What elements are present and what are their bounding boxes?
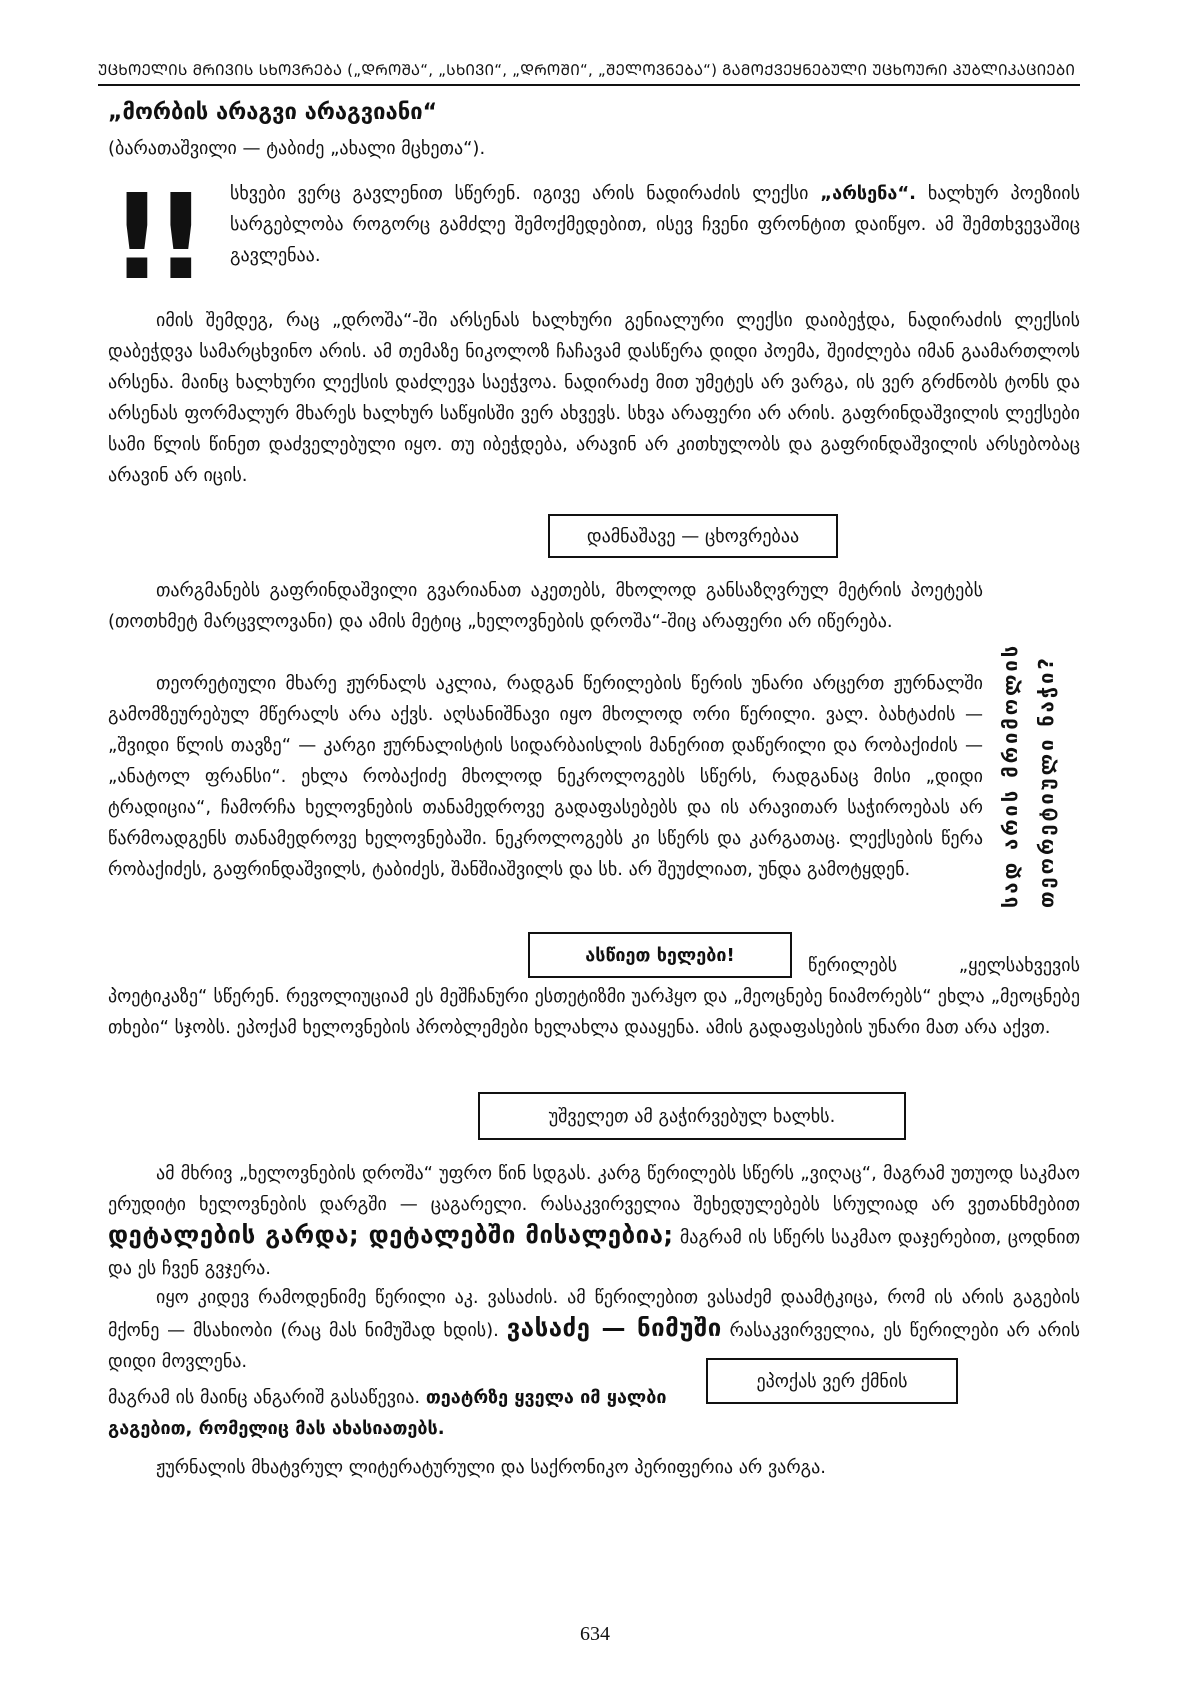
page-number: 634 [580, 1623, 610, 1645]
paragraph-6-text-b: რასაკვირველია, ეს წერილები არ არის დიდი მოვლენა. [108, 1320, 1080, 1372]
callout-box-guilty: დამნაშავე — ცხოვრებაა [548, 514, 838, 558]
paragraph-6-continued [108, 1382, 1080, 1413]
callout-box-help: უშველეთ ამ გაჭირვებულ ხალხს. [478, 1092, 906, 1140]
paragraph-1-text-a: სხვები ვერც გავლენით სწერენ. იგივე არის ნადირაძის ლექსი [230, 183, 821, 204]
paragraph-4-tail: წერილებს „ყელსახვევის პოეტიკაზე“ სწერენ. რევოლიუციამ ეს მეშჩანური ესთეტიზმი უარჰყო და „მეოცნებე ნიამორებს“ ეხლა „მეოცნებე თხები“ სჯობს. ეპოქამ ხელოვნების პრობლემები ხელახლა დააყენა. ამის გადაფასების უნარი მათ არა აქვთ. [108, 955, 1080, 1038]
paragraph-5-text-b: მაგრამ ის სწერს საკმაო დაჯერებით, ცოდნით და ეს ჩვენ გვჯერა. [108, 1227, 1080, 1279]
paragraph-1-text-b: ხალხურ პოეზიის სარგებლობა როგორც გამძლე შემოქმედებით, ისევ ჩვენი ფრონტით დაიწყო. ამ შემთხვევაშიც გავლენაა. [230, 183, 1080, 266]
article-title: „მორბის არაგვი არაგვიანი“ [108, 100, 438, 125]
paragraph-2: იმის შემდეგ, რაც „დროშა“-ში არსენას ხალხური გენიალური ლექსი დაიბეჭდა, ნადირაძის ლექსის დაბეჭდვა სამარცხვინო არის. ამ თემაზე ნიკოლოზ ჩაჩავამ დასწერა დიდი პოემა, შეიძლება იმან გაამართლოს არსენა. მაინც ხალხური ლექსის დაძლევა საეჭვოა. ნადირაძე მით უმეტეს არ ვარგა, ის ვერ გრძნობს ტონს და არსენას ფორმალურ მხარეს ხალხურ საწყისში ვერ ახვევს. სხვა არაფერი არ არის. გაფრინდაშვილის ლექსები სამი წლის წინეთ დაძველებული იყო. თუ იბეჭდება, არავინ არ კითხულობს და გაფრინდაშვილის არსებობაც არავინ არ იცის. [108, 310, 1080, 486]
paragraph-3: თარგმანებს გაფრინდაშვილი გვარიანათ აკეთებს, მხოლოდ განსაზღვრულ მეტრის პოეტებს (თოთხმეტ მარცვლოვანი) და ამის მეტიც „ხელოვნების დროშა“-შიც არაფერი არ იწერება. [108, 580, 983, 632]
paragraph-6-end: გაგებით, რომელიც მას ახასიათებს. [108, 1418, 445, 1439]
callout-box-epoch: ეპოქას ვერ ქმნის [706, 1358, 958, 1404]
paragraph-5-text-a: ამ მხრივ „ხელოვნების დროშა“ უფრო წინ სდგას. კარგ წერილებს სწერს „ვიღაც“, მაგრამ უთუოდ საკმაო ერუდიტი ხელოვნების დარგში — ცაგარელი. რასაკვირველია შეხედულებებს სრულიად არ ვეთანხმებით [108, 1163, 1080, 1215]
paragraph-5 [108, 1158, 1080, 1284]
paragraph-5-emphasis: დეტალების გარდა; დეტალებში მისალებია; [108, 1221, 674, 1249]
paragraph-4: თეორეტიული მხარე ჟურნალს აკლია, რადგან წერილების წერის უნარი არცერთ ჟურნალში გამომზეურებულ მწერალს არა აქვს. აღსანიშნავი იყო მხოლოდ ორი წერილი. ვალ. ბახტაძის — „შვიდი წლის თავზე“ — კარგი ჟურნალისტის სიდარბაისლის მანერით დაწერილი და რობაქიძის — „ანატოლ ფრანსი“. ეხლა რობაქიძე მხოლოდ ნეკროლოგებს სწერს, რადგანაც მისი „დიდი ტრადიცია“, ჩამორჩა ხელოვნების თანამედროვე გადაფასებებს და ის არავითარ საჭიროებას არ წარმოადგენს თანამედროვე ხელოვნებაში. ნეკროლოგებს კი სწერს და კარგათაც. ლექსების წერა რობაქიძეს, გაფრინდაშვილს, ტაბიძეს, შანშიაშვილს და სხ. არ შეუძლიათ, უნდა გამოტყდენ. [108, 673, 983, 880]
paragraph-7: ჟურნალის მხატვრულ ლიტერატურული და საქრონიკო პერიფერია არ ვარგა. [156, 1457, 826, 1478]
running-head: ᲣᲪᲮᲝᲔᲚᲘᲡ ᲛᲠᲘᲕᲘᲡ ᲡᲮᲝᲕᲠᲔᲑᲐ („ᲓᲠᲝᲨᲐ“, „ᲡᲮᲘᲕᲘ“, „ᲓᲠᲝᲨᲘ“, „ᲨᲔᲚᲝᲕᲜᲔᲑᲐ“) ᲒᲐᲛᲝᲥᲕᲔᲧᲜᲔᲑᲣᲚᲘ ᲣᲪᲮᲝᲣᲠᲘ ᲞᲣᲑᲚᲘᲙᲐᲪᲘᲔᲑᲘ [98, 60, 1080, 86]
paragraph-1 [230, 178, 1080, 271]
side-note-line-1: სად არის მრიმოლის [998, 642, 1022, 908]
callout-box-raise-hands: ასწიეთ ხელები! [528, 932, 792, 978]
exclamation-marks: !! [110, 168, 198, 306]
paragraph-1-bold: „არსენა“. [820, 183, 916, 204]
paragraph-6-emphasis: ვასაძე — ნიმუში [506, 1314, 722, 1342]
article-subtitle: (ბარათაშვილი — ტაბიძე „ახალი მცხეთა“). [108, 138, 486, 159]
side-note-vertical [990, 598, 1080, 908]
paragraph-6-text-a: იყო კიდევ რამოდენიმე წერილი აკ. ვასაძის. ამ წერილებით ვასაძემ დაამტკიცა, რომ ის არის გაგების მქონე — მსახიობი (რაც მას ნიმუშად ხდის). [108, 1287, 1080, 1341]
side-note-line-2: თეორეტიული ნაჭი? [1034, 655, 1058, 908]
paragraph-6-text-c: მაგრამ ის მაინც ანგარიშ გასაწევია. [108, 1387, 426, 1408]
paragraph-6-bold: თეატრზე ყველა იმ ყალბი [425, 1387, 667, 1408]
